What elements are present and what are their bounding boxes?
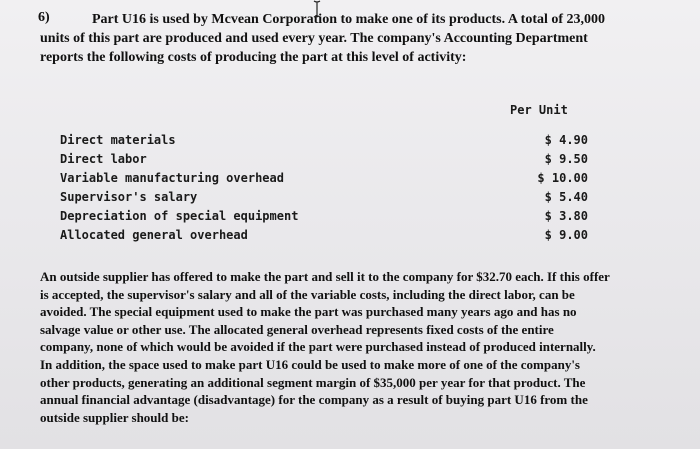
cost-label: Depreciation of special equipment [60, 209, 299, 223]
question-intro: Part U16 is used by Mcvean Corporation to make one of its products. A total of 23,000 units of this part are produced and used every year. The company's Accounting Department reports the following costs of producing the part at this level of activity: [40, 12, 606, 65]
cost-value: $ 9.50 [544, 152, 588, 166]
question-number: 6) [38, 10, 50, 25]
cost-row-allocated-overhead [60, 226, 620, 245]
cost-row-supervisor-salary [60, 188, 620, 207]
cost-label: Allocated general overhead [60, 228, 248, 242]
cost-value: $ 9.00 [544, 228, 588, 242]
cost-row-variable-overhead [60, 169, 620, 188]
cost-table [60, 131, 620, 245]
cost-row-direct-labor [60, 150, 620, 169]
per-unit-header: Per Unit [510, 103, 568, 117]
cost-label: Direct materials [60, 133, 176, 147]
cost-label: Variable manufacturing overhead [60, 171, 284, 185]
question-body: An outside supplier has offered to make the part and sell it to the company for $32.70 each. If this offer is accepted, the supervisor's salary and all of the variable costs, including the direct labor, can be avoided. The special equipment used to make the part was purchased many years ago and has no salvage value or other use. The allocated general overhead represents fixed costs of the entire company, none of which would be avoided if the part were purchased instead of produced internally. In addition, the space used to make part U16 could be used to make more of one of the company's other products, generating an additional segment margin of $35,000 per year for that product. The annual financial advantage (disadvantage) for the company as a result of buying part U16 from the outside supplier should be: [40, 269, 610, 425]
cost-row-depreciation [60, 207, 620, 226]
cost-value: $ 3.80 [544, 209, 588, 223]
cost-value: $ 4.90 [544, 133, 588, 147]
cost-value: $ 10.00 [537, 171, 588, 185]
cost-row-direct-materials [60, 131, 620, 150]
text-cursor-icon [313, 0, 321, 18]
cost-label: Supervisor's salary [60, 190, 198, 204]
cost-value: $ 5.40 [544, 190, 588, 204]
cost-label: Direct labor [60, 152, 147, 166]
